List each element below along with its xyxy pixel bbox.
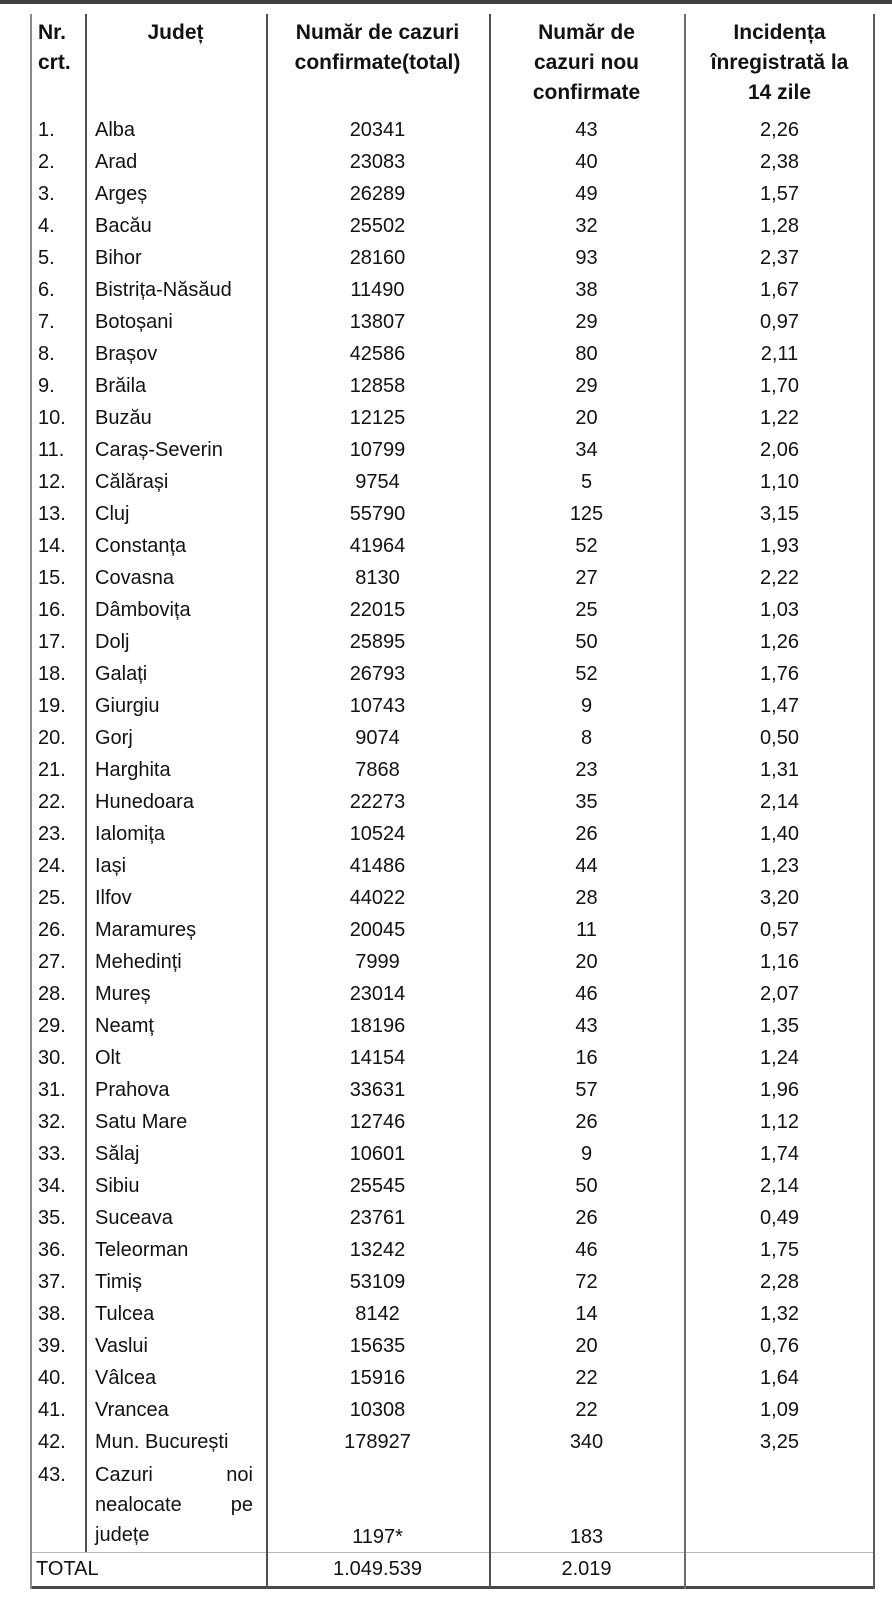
- confirmed-total: 9754: [355, 471, 400, 493]
- table-row: [30, 146, 875, 178]
- confirmed-total: 178927: [344, 1431, 411, 1453]
- header-new-cases: [489, 18, 684, 114]
- county-name: Iași: [95, 855, 127, 877]
- table-row: [30, 1138, 875, 1170]
- table-row: [30, 754, 875, 786]
- incidence-14d: 1,93: [760, 535, 799, 557]
- new-cases: 11: [576, 919, 597, 941]
- column-divider-confirmed: [489, 14, 491, 1589]
- county-name: Maramureș: [95, 919, 197, 941]
- table-row: [30, 786, 875, 818]
- new-cases: 50: [575, 631, 598, 653]
- table-row: [30, 818, 875, 850]
- new-cases: 52: [575, 663, 598, 685]
- row-number: 35.: [38, 1207, 66, 1229]
- row-number: 22.: [38, 791, 66, 813]
- header-confirmed-total: [266, 18, 489, 114]
- new-cases: 9: [580, 1143, 593, 1165]
- row-number: 8.: [38, 343, 55, 365]
- new-cases: 340: [569, 1431, 604, 1453]
- new-cases: 46: [575, 1239, 598, 1261]
- new-cases: 57: [575, 1079, 598, 1101]
- confirmed-total: 13242: [349, 1239, 406, 1261]
- confirmed-total: 23014: [349, 983, 406, 1005]
- new-cases: 35: [575, 791, 598, 813]
- table-row: [30, 306, 875, 338]
- new-cases: 125: [569, 503, 604, 525]
- county-name: Covasna: [95, 567, 174, 589]
- confirmed-total: 42586: [349, 343, 406, 365]
- incidence-14d: 1,47: [760, 695, 799, 717]
- table-bottom-border: [30, 1586, 875, 1589]
- total-incidence: [684, 1553, 875, 1586]
- table-row: [30, 1426, 875, 1458]
- row-number: 12.: [38, 471, 66, 493]
- total-label: TOTAL: [36, 1558, 99, 1580]
- county-name: Călărași: [95, 471, 169, 493]
- confirmed-total: 10524: [349, 823, 406, 845]
- header-nr-crt: [30, 18, 85, 114]
- new-cases: 29: [575, 375, 598, 397]
- row-number: 17.: [38, 631, 66, 653]
- county-name: Bihor: [95, 247, 142, 269]
- incidence-14d: 3,20: [760, 887, 799, 909]
- confirmed-total: 18196: [349, 1015, 406, 1037]
- new-cases: 23: [575, 759, 598, 781]
- confirmed-total: 26289: [349, 183, 406, 205]
- new-cases: 8: [580, 727, 593, 749]
- incidence-14d: 1,28: [760, 215, 799, 237]
- incidence-14d: 1,23: [760, 855, 799, 877]
- table-row: [30, 1394, 875, 1426]
- confirmed-total: 20045: [349, 919, 406, 941]
- table-row: [30, 946, 875, 978]
- new-cases: 43: [575, 1015, 598, 1037]
- row-number: 25.: [38, 887, 66, 909]
- confirmed-total: 9074: [355, 727, 400, 749]
- incidence-14d: 1,57: [760, 183, 799, 205]
- header-incidence-line1: Incidența: [733, 21, 826, 44]
- confirmed-total: 44022: [349, 887, 406, 909]
- incidence-14d: 2,06: [760, 439, 799, 461]
- table-row: [30, 722, 875, 754]
- table-row: [30, 1106, 875, 1138]
- county-name: Caraș-Severin: [95, 439, 223, 461]
- county-name: Buzău: [95, 407, 152, 429]
- row-number: 9.: [38, 375, 55, 397]
- incidence-14d: 1,32: [760, 1303, 799, 1325]
- unallocated-label-line2: [95, 1490, 253, 1520]
- table-row: [30, 210, 875, 242]
- header-new-cases-line3: confirmate: [532, 81, 641, 104]
- table-row: [30, 562, 875, 594]
- table-row: [30, 242, 875, 274]
- row-number: 14.: [38, 535, 66, 557]
- confirmed-total: 10308: [349, 1399, 406, 1421]
- new-cases: 38: [575, 279, 598, 301]
- incidence-14d: 0,97: [760, 311, 799, 333]
- confirmed-total: 53109: [349, 1271, 406, 1293]
- table-row: [30, 498, 875, 530]
- new-cases: 22: [575, 1399, 598, 1421]
- table-row: [30, 594, 875, 626]
- row-number: 41.: [38, 1399, 66, 1421]
- new-cases: 43: [575, 119, 598, 141]
- row-number: 26.: [38, 919, 66, 941]
- confirmed-total: 15635: [349, 1335, 406, 1357]
- incidence-14d: 1,35: [760, 1015, 799, 1037]
- incidence-14d: 1,40: [760, 823, 799, 845]
- row-number: 15.: [38, 567, 66, 589]
- covid-county-table: [30, 14, 875, 1589]
- new-cases: 25: [575, 599, 598, 621]
- table-row: [30, 1010, 875, 1042]
- county-name: Botoșani: [95, 311, 173, 333]
- column-divider-nr: [85, 14, 87, 1552]
- unallocated-label-line1: [95, 1460, 253, 1490]
- incidence-14d: 2,22: [760, 567, 799, 589]
- confirmed-total: 23761: [349, 1207, 406, 1229]
- header-judet: [85, 18, 266, 114]
- county-name: Prahova: [95, 1079, 170, 1101]
- table-border-left: [30, 14, 32, 1589]
- row-number: 13.: [38, 503, 66, 525]
- table-row: [30, 274, 875, 306]
- incidence-14d: 1,70: [760, 375, 799, 397]
- row-number: 36.: [38, 1239, 66, 1261]
- confirmed-total: 7999: [355, 951, 400, 973]
- total-new-cases: 2.019: [561, 1558, 612, 1580]
- unallocated-word-cazuri: Cazuri: [95, 1464, 153, 1486]
- county-name: Dâmbovița: [95, 599, 191, 621]
- table-row: [30, 1266, 875, 1298]
- new-cases: 52: [575, 535, 598, 557]
- row-number: 10.: [38, 407, 66, 429]
- confirmed-total: 20341: [349, 119, 406, 141]
- confirmed-total: 26793: [349, 663, 406, 685]
- county-name: Harghita: [95, 759, 171, 781]
- row-number: 3.: [38, 183, 55, 205]
- table-row: [30, 402, 875, 434]
- table-top-border: [0, 0, 892, 4]
- table-row: [30, 1234, 875, 1266]
- table-row: [30, 466, 875, 498]
- county-name: Vrancea: [95, 1399, 169, 1421]
- county-name: Galați: [95, 663, 148, 685]
- header-incidence: [684, 18, 875, 114]
- new-cases: 9: [580, 695, 593, 717]
- incidence-14d: 3,25: [760, 1431, 799, 1453]
- confirmed-total: 12125: [349, 407, 406, 429]
- new-cases: 72: [575, 1271, 598, 1293]
- table-row: [30, 882, 875, 914]
- confirmed-total: 8142: [355, 1303, 400, 1325]
- county-name: Hunedoara: [95, 791, 194, 813]
- confirmed-total: 55790: [349, 503, 406, 525]
- table-row-unallocated: [30, 1458, 875, 1552]
- new-cases: 26: [575, 1207, 598, 1229]
- incidence-14d: 2,37: [760, 247, 799, 269]
- new-cases: 44: [575, 855, 598, 877]
- confirmed-total: 10743: [349, 695, 406, 717]
- incidence-14d: 0,50: [760, 727, 799, 749]
- incidence-14d: 1,24: [760, 1047, 799, 1069]
- confirmed-total: 12746: [349, 1111, 406, 1133]
- header-nr-line2: crt.: [38, 51, 71, 74]
- incidence-14d: 1,74: [760, 1143, 799, 1165]
- row-number: 6.: [38, 279, 55, 301]
- new-cases: 22: [575, 1367, 598, 1389]
- county-name: Brăila: [95, 375, 147, 397]
- incidence-14d: 1,64: [760, 1367, 799, 1389]
- table-row: [30, 114, 875, 146]
- table-row: [30, 370, 875, 402]
- confirmed-total: 14154: [349, 1047, 406, 1069]
- incidence-14d: 1,10: [760, 471, 799, 493]
- row-number: 11.: [38, 439, 65, 461]
- table-row: [30, 178, 875, 210]
- county-name: Dolj: [95, 631, 130, 653]
- confirmed-total: 8130: [355, 567, 400, 589]
- row-number: 28.: [38, 983, 66, 1005]
- table-row: [30, 434, 875, 466]
- county-name: Constanța: [95, 535, 187, 557]
- county-name: Sibiu: [95, 1175, 140, 1197]
- confirmed-total: 7868: [355, 759, 400, 781]
- county-name: Mun. București: [95, 1431, 229, 1453]
- new-cases: 20: [575, 1335, 598, 1357]
- table-row: [30, 1074, 875, 1106]
- incidence-14d: 1,03: [760, 599, 799, 621]
- table-row: [30, 1170, 875, 1202]
- new-cases: 93: [575, 247, 598, 269]
- row-number: 29.: [38, 1015, 66, 1037]
- county-name: Suceava: [95, 1207, 173, 1229]
- header-judet-label: Județ: [147, 21, 204, 44]
- confirmed-total: 41486: [349, 855, 406, 877]
- unallocated-label-line3: județe: [95, 1524, 150, 1546]
- incidence-14d: 1,12: [760, 1111, 799, 1133]
- new-cases: 28: [575, 887, 598, 909]
- new-cases: 40: [575, 151, 598, 173]
- header-confirmed-line2: confirmate(total): [294, 51, 461, 74]
- county-name: Bistrița-Năsăud: [95, 279, 232, 301]
- county-name: Olt: [95, 1047, 121, 1069]
- table-row: [30, 850, 875, 882]
- new-cases: 183: [569, 1526, 604, 1548]
- table-total-row: [30, 1553, 875, 1586]
- county-name: [85, 1460, 266, 1552]
- row-number: 24.: [38, 855, 66, 877]
- row-number: 34.: [38, 1175, 66, 1197]
- incidence-14d: 0,49: [760, 1207, 799, 1229]
- incidence-14d: 3,15: [760, 503, 799, 525]
- table-row: [30, 1362, 875, 1394]
- incidence-14d: 2,07: [760, 983, 799, 1005]
- header-confirmed-line1: Număr de cazuri: [295, 21, 460, 44]
- row-number: 30.: [38, 1047, 66, 1069]
- county-name: Argeș: [95, 183, 148, 205]
- county-name: Alba: [95, 119, 136, 141]
- table-row: [30, 338, 875, 370]
- table-row: [30, 914, 875, 946]
- row-number: 42.: [38, 1431, 66, 1453]
- header-incidence-line2: înregistrată la: [710, 51, 849, 74]
- confirmed-total: 12858: [349, 375, 406, 397]
- new-cases: 32: [575, 215, 598, 237]
- county-name: Gorj: [95, 727, 133, 749]
- row-number: 16.: [38, 599, 66, 621]
- table-row: [30, 1042, 875, 1074]
- county-name: Vaslui: [95, 1335, 148, 1357]
- county-name: Brașov: [95, 343, 158, 365]
- incidence-14d: 1,67: [760, 279, 799, 301]
- confirmed-total: 33631: [349, 1079, 406, 1101]
- county-name: Ilfov: [95, 887, 132, 909]
- header-new-cases-line2: cazuri nou: [533, 51, 639, 74]
- confirmed-total: 13807: [349, 311, 406, 333]
- total-confirmed: 1.049.539: [333, 1558, 422, 1580]
- new-cases: 26: [575, 823, 598, 845]
- confirmed-total: 22015: [349, 599, 406, 621]
- table-row: [30, 626, 875, 658]
- county-name: Satu Mare: [95, 1111, 188, 1133]
- row-number: 1.: [38, 119, 55, 141]
- incidence-14d: 1,09: [760, 1399, 799, 1421]
- new-cases: 20: [575, 951, 598, 973]
- confirmed-total: 10799: [349, 439, 406, 461]
- column-divider-judet: [266, 14, 268, 1589]
- new-cases: 26: [575, 1111, 598, 1133]
- county-name: Timiș: [95, 1271, 143, 1293]
- incidence-14d: 0,57: [760, 919, 799, 941]
- header-nr-line1: Nr.: [38, 21, 67, 44]
- row-number: 23.: [38, 823, 66, 845]
- row-number: 31.: [38, 1079, 66, 1101]
- table-row: [30, 1202, 875, 1234]
- confirmed-total: 11490: [350, 279, 405, 301]
- header-incidence-line3: 14 zile: [747, 81, 812, 104]
- incidence-14d: 1,76: [760, 663, 799, 685]
- table-row: [30, 1298, 875, 1330]
- new-cases: 80: [575, 343, 598, 365]
- new-cases: 50: [575, 1175, 598, 1197]
- incidence-14d: 2,14: [760, 791, 799, 813]
- row-number: 33.: [38, 1143, 66, 1165]
- incidence-14d: 1,75: [760, 1239, 799, 1261]
- table-row: [30, 690, 875, 722]
- new-cases: 14: [575, 1303, 598, 1325]
- new-cases: 5: [580, 471, 593, 493]
- new-cases: 49: [575, 183, 598, 205]
- confirmed-total: 1197*: [352, 1526, 403, 1548]
- row-number: 37.: [38, 1271, 66, 1293]
- row-number: 7.: [38, 311, 55, 333]
- confirmed-total: 25502: [349, 215, 406, 237]
- county-name: Teleorman: [95, 1239, 189, 1261]
- unallocated-word-pe: pe: [230, 1494, 253, 1516]
- row-number: 39.: [38, 1335, 66, 1357]
- table-row: [30, 978, 875, 1010]
- row-number: 40.: [38, 1367, 66, 1389]
- new-cases: 34: [575, 439, 598, 461]
- incidence-14d: 1,26: [760, 631, 799, 653]
- confirmed-total: 41964: [349, 535, 406, 557]
- new-cases: 16: [575, 1047, 598, 1069]
- row-number: 21.: [38, 759, 66, 781]
- row-number: 43.: [38, 1464, 66, 1486]
- county-name: Bacău: [95, 215, 152, 237]
- confirmed-total: 23083: [349, 151, 406, 173]
- header-new-cases-line1: Număr de: [538, 21, 635, 44]
- table-header-row: [30, 14, 875, 114]
- confirmed-total: 25545: [349, 1175, 406, 1197]
- table-row: [30, 1330, 875, 1362]
- row-number: 20.: [38, 727, 66, 749]
- table-row: [30, 658, 875, 690]
- new-cases: 29: [575, 311, 598, 333]
- table-border-right: [873, 14, 875, 1589]
- confirmed-total: 22273: [349, 791, 406, 813]
- county-name: Neamț: [95, 1015, 154, 1037]
- row-number: 38.: [38, 1303, 66, 1325]
- incidence-14d: 1,22: [760, 407, 799, 429]
- incidence-14d: 1,16: [760, 951, 799, 973]
- row-number: 19.: [38, 695, 66, 717]
- county-name: Cluj: [95, 503, 130, 525]
- column-divider-new-cases: [684, 14, 686, 1589]
- row-number: 4.: [38, 215, 55, 237]
- new-cases: 20: [575, 407, 598, 429]
- county-name: Giurgiu: [95, 695, 160, 717]
- incidence-14d: 1,31: [760, 759, 799, 781]
- county-name: Ialomița: [95, 823, 166, 845]
- row-number: 32.: [38, 1111, 66, 1133]
- incidence-14d: 2,11: [760, 343, 799, 365]
- unallocated-word-noi: noi: [226, 1464, 253, 1486]
- county-name: Tulcea: [95, 1303, 155, 1325]
- confirmed-total: 15916: [349, 1367, 406, 1389]
- county-name: Vâlcea: [95, 1367, 157, 1389]
- incidence-14d: 2,14: [760, 1175, 799, 1197]
- incidence-14d: 2,26: [760, 119, 799, 141]
- county-name: Mureș: [95, 983, 151, 1005]
- incidence-14d: 1,96: [760, 1079, 799, 1101]
- incidence-14d: 2,38: [760, 151, 799, 173]
- confirmed-total: 28160: [349, 247, 406, 269]
- table-row: [30, 530, 875, 562]
- county-name: Mehedinți: [95, 951, 182, 973]
- confirmed-total: 25895: [349, 631, 406, 653]
- confirmed-total: 10601: [349, 1143, 406, 1165]
- county-name: Sălaj: [95, 1143, 140, 1165]
- incidence-14d: 2,28: [760, 1271, 799, 1293]
- row-number: 27.: [38, 951, 66, 973]
- table-body: [30, 114, 875, 1458]
- county-name: Arad: [95, 151, 138, 173]
- unallocated-word-nealocate: nealocate: [95, 1494, 182, 1516]
- row-number: 18.: [38, 663, 66, 685]
- incidence-14d: 0,76: [760, 1335, 799, 1357]
- new-cases: 27: [575, 567, 598, 589]
- new-cases: 46: [575, 983, 598, 1005]
- row-number: 2.: [38, 151, 55, 173]
- row-number: 5.: [38, 247, 55, 269]
